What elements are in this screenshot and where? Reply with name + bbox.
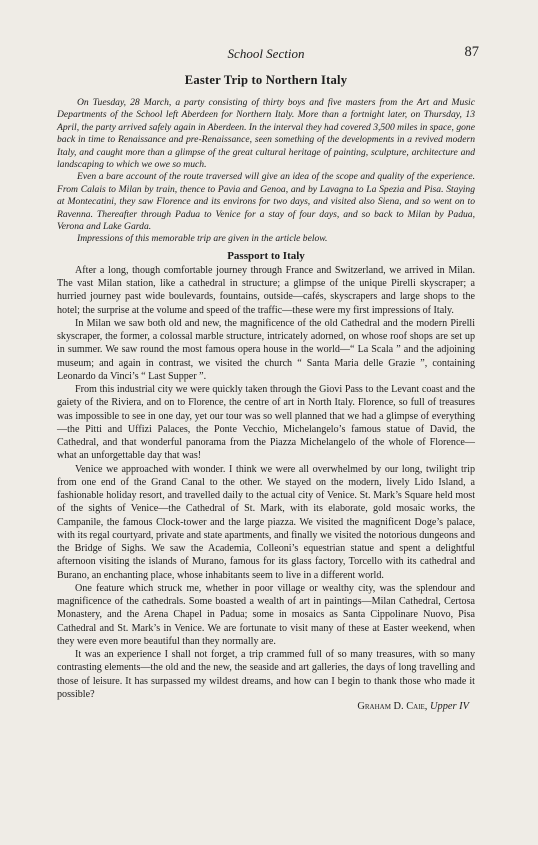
page-number: 87 — [464, 44, 479, 60]
author-name: Graham D. Caie, — [357, 701, 428, 713]
intro-paragraph: Even a bare account of the route traversed will give an idea of the scope and quality of the experience. From Calais to Milan by train, thence to Pavia and Genoa, and by Lavagna to La Spezia and Pisa. Staying at Montecatini, they saw Florence and its environs for two days, and visited also Siena, and so went on to Ravenna. Thereafter through Padua to Venice for a stay of four days, and so back to Milan by Padua, Verona and Lake Garda. — [57, 171, 475, 233]
author-signature — [57, 701, 475, 712]
intro-paragraph: On Tuesday, 28 March, a party consisting of thirty boys and five masters from the Art and Music Departments of the School left Aberdeen for Northern Italy. More than a fortnight later, on Thursday, 13 April, the party arrived safely again in Aberdeen. In the interval they had covered 3,500 miles in space, gone back in time to Renaissance and pre-Renaissance, seen something of the developments in a revived modern Italy, and caught more than a glimpse of the great cultural heritage of painting, sculpture, architecture and landscaping to which we owe so much. — [57, 97, 475, 171]
article-title: Easter Trip to Northern Italy — [184, 73, 348, 87]
running-head — [57, 44, 479, 64]
body-paragraph: In Milan we saw both old and new, the magnificence of the old Cathedral and the modern Pirelli skyscraper, the former, a colossal marble structure, intricately adorned, on whose roof shops are set up in summer. We saw round the most famous opera house in the world—“ La Scala ” and the adjoining museum; and again in contrast, we visited the church “ Santa Maria delle Grazie ”, containing Leonardo da Vinci’s “ Last Supper ”. — [57, 317, 475, 382]
body-paragraph: From this industrial city we were quickly taken through the Giovi Pass to the Levant coast and the gaiety of the Riviera, and on to Florence, the centre of art in North Italy. Florence, so full of treasures was impossible to see in one day, yet our tour was so well planned that we had a glimpse of everything—the Pitti and Uffizi Palaces, the Ponte Vecchio, Michelangelo’s famous statue of David, the Cathedral, and that wonderful panorama from the Piazza Michelangelo of the whole of Florence—what an unforgettable day that was! — [57, 384, 475, 462]
body-paragraph: Venice we approached with wonder. I think we were all overwhelmed by our long, twilight trip from one end of the Grand Canal to the other. We stayed on the modern, lively Lido Island, a fashionable holiday resort, and travelled daily to the actual city of Venice. St. Mark’s Square held most of the sights of Venice—the Cathedral of St. Mark, with its elaborate, gold mosaic works, the Campanile, the famous Clock-tower and the large piazza. We visited the magnificent Doge’s palace, with its regal courtyard, private and state apartments, and finally we visited the notorious dungeons and the Bridge of Sighs. We saw the Academia, Colleoni’s equestrian statue and spent a delightful afternoon visiting the islands of Murano, famous for its glass factory, Torcello with its cathedral and Burano, an enchanting place, whose inhabitants seem to live in a different world. — [57, 463, 475, 581]
article-subtitle: Passport to Italy — [227, 249, 305, 262]
body-paragraph: It was an experience I shall not forget, a trip crammed full of so many treasures, with so many contrasting elements—the old and the new, the seaside and art galleries, the days of long travelling and those of leisure. It has surpassed my wildest dreams, and how can I begin to thank those who made it possible? — [57, 649, 475, 700]
author-form: Upper IV — [430, 701, 469, 713]
section-title: School Section — [227, 46, 305, 61]
article-body — [57, 264, 475, 701]
intro-paragraph: Impressions of this memorable trip are given in the article below. — [77, 233, 328, 245]
body-paragraph: One feature which struck me, whether in poor village or wealthy city, was the splendour and magnificence of the cathedrals. Some boasted a wealth of art in paintings—Milan Cathedral, Certosa Monastery, and the Arena Chapel in Padua; some in mosaics as Santa Cippolinare Nuovo, Pisa Cathedral and St. Mark’s in Venice. We are fortunate to visit many of these at Easter weekend, when they were even more beautiful than they normally are. — [57, 582, 475, 647]
body-paragraph: After a long, though comfortable journey through France and Switzerland, we arrived in Milan. The vast Milan station, like a cathedral in structure; a glimpse of the unique Pirelli skyscraper; a hurried journey past wide boulevards, fountains, outside—cafés, skyscrapers and large shops to the hotel; the surprise at the volume and speed of the traffic—these were my first impressions of Italy. — [57, 264, 475, 316]
article-intro — [57, 97, 475, 246]
